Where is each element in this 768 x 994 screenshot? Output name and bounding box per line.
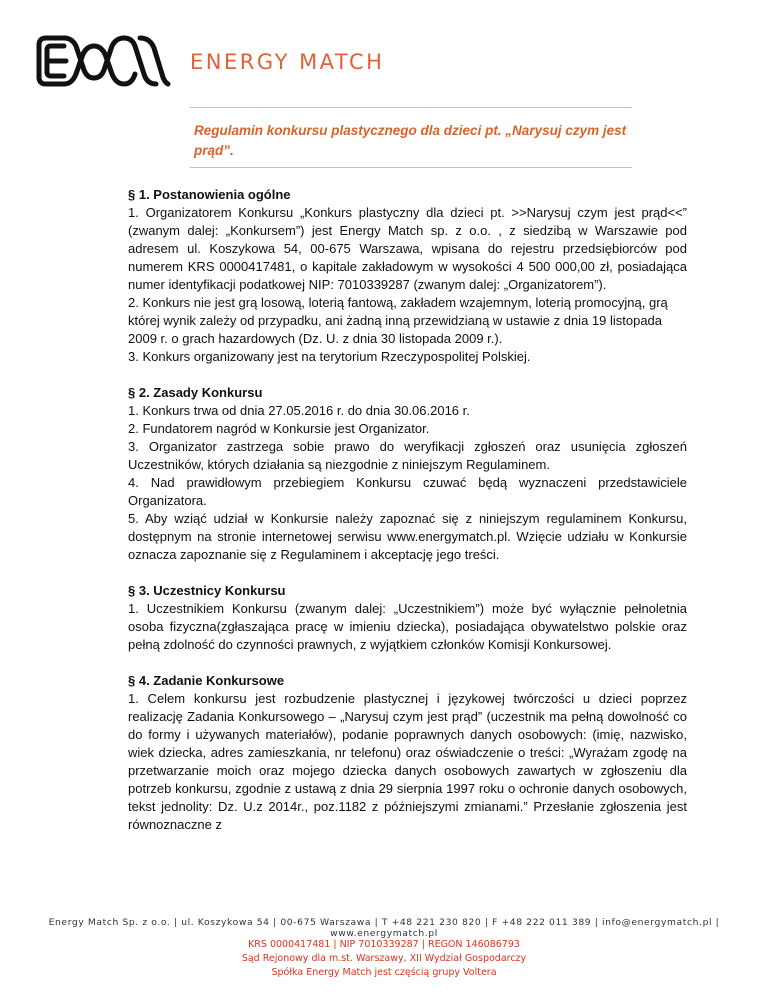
document-title: Regulamin konkursu plastycznego dla dzieci pt. „Narysuj czym jest prąd”. <box>194 123 627 158</box>
section-contest-rules <box>128 384 687 564</box>
section-heading: § 3. Uczestnicy Konkursu <box>128 583 286 598</box>
paragraph: 5. Aby wziąć udział w Konkursie należy zapoznać się z niniejszym regulaminem Konkursu, dostępnym na stronie internetowej serwisu www.energymatch.pl. Wzięcie udziału w Konkursie oznacza zapoznanie się z Regulaminem i akceptację jego treści. <box>128 511 687 562</box>
section-contest-task <box>128 672 687 834</box>
paragraph: 1. Uczestnikiem Konkursu (zwanym dalej: „Uczestnikiem”) może być wyłącznie pełnoletnia osoba fizyczna(zgłaszająca pracę w imieniu dziecka), posiadająca obywatelstwo polskie oraz pełną zdolność do czynności prawnych, z wyjątkiem członków Komisji Konkursowej. <box>128 601 687 652</box>
title-divider-top <box>190 107 632 108</box>
section-participants <box>128 582 687 654</box>
paragraph: 3. Organizator zastrzega sobie prawo do weryfikacji zgłoszeń oraz usunięcia zgłoszeń Uczestników, których działania są niezgodnie z niniejszym Regulaminem. <box>128 439 687 472</box>
brand-name: ENERGY MATCH <box>190 50 385 74</box>
paragraph: 2. Konkurs nie jest grą losową, loterią fantową, zakładem wzajemnym, loterią promocyjną, grą której wynik zależy od przypadku, ani żadną inną przewidzianą w ustawie z dnia 19 listopada 2009 r. o grach hazardowych (Dz. U. z dnia 30 listopada 2009 r.). <box>128 295 668 346</box>
section-heading: § 1. Postanowienia ogólne <box>128 187 291 202</box>
paragraph: 1. Konkurs trwa od dnia 27.05.2016 r. do dnia 30.06.2016 r. <box>128 403 470 418</box>
footer-group: Spółka Energy Match jest częścią grupy Voltera <box>271 967 497 978</box>
paragraph: 1. Celem konkursu jest rozbudzenie plastycznej i językowej twórczości u dzieci poprzez realizację Zadania Konkursowego – „Narysuj czym jest prąd” (uczestnik ma pełną dowolność co do formy i używanych materiałów), podanie poprawnych danych osobowych: (imię, nazwisko, wiek dziecka, adres zamieszkania, nr telefonu) oraz oświadczenie o treści: „Wyrażam zgodę na przetwarzanie moich oraz mojego dziecka danych osobowych zawartych w zgłoszeniu dla potrzeb konkursu, zgodnie z ustawą z dnia 29 sierpnia 1997 roku o ochronie danych osobowych, tekst jednolity: Dz. U.z 2014r., poz.1182 z późniejszymi zmianami.” Przesłanie zgłoszenia jest równoznaczne z <box>128 691 687 832</box>
section-heading: § 2. Zasady Konkursu <box>128 385 263 400</box>
paragraph: 3. Konkurs organizowany jest na terytorium Rzeczypospolitej Polskiej. <box>128 349 531 364</box>
footer-registry: KRS 0000417481 | NIP 7010339287 | REGON 146086793 <box>248 939 520 950</box>
title-divider-bottom <box>190 167 632 168</box>
section-general-provisions <box>128 186 687 366</box>
footer-court: Sąd Rejonowy dla m.st. Warszawy, XII Wydział Gospodarczy <box>241 953 527 964</box>
footer-address: Energy Match Sp. z o.o. | ul. Koszykowa 54 | 00-675 Warszawa | T +48 221 230 820 | F +48 222 011 389 | info@energymatch.pl | www.energymatch.pl <box>48 917 720 939</box>
document-body <box>128 186 687 852</box>
section-heading: § 4. Zadanie Konkursowe <box>128 673 285 688</box>
paragraph: 1. Organizatorem Konkursu „Konkurs plastyczny dla dzieci pt. >>Narysuj czym jest prąd<<” (zwanym dalej: „Konkursem”) jest Energy Match sp. z o.o. , z siedzibą w Warszawie pod adresem ul. Koszykowa 54, 00-675 Warszawa, wpisana do rejestru przedsiębiorców pod numerem KRS 0000417481, o kapitale zakładowym w wysokości 4 500 000,00 zł, posiadająca numer identyfikacji podatkowej NIP: 7010339287 (zwanym dalej: „Organizatorem”). <box>128 205 687 292</box>
energy-match-logo-icon <box>36 30 171 92</box>
paragraph: 2. Fundatorem nagród w Konkursie jest Organizator. <box>128 421 430 436</box>
paragraph: 4. Nad prawidłowym przebiegiem Konkursu czuwać będą wyznaczeni przedstawiciele Organizatora. <box>128 475 687 508</box>
letterhead <box>36 30 736 100</box>
